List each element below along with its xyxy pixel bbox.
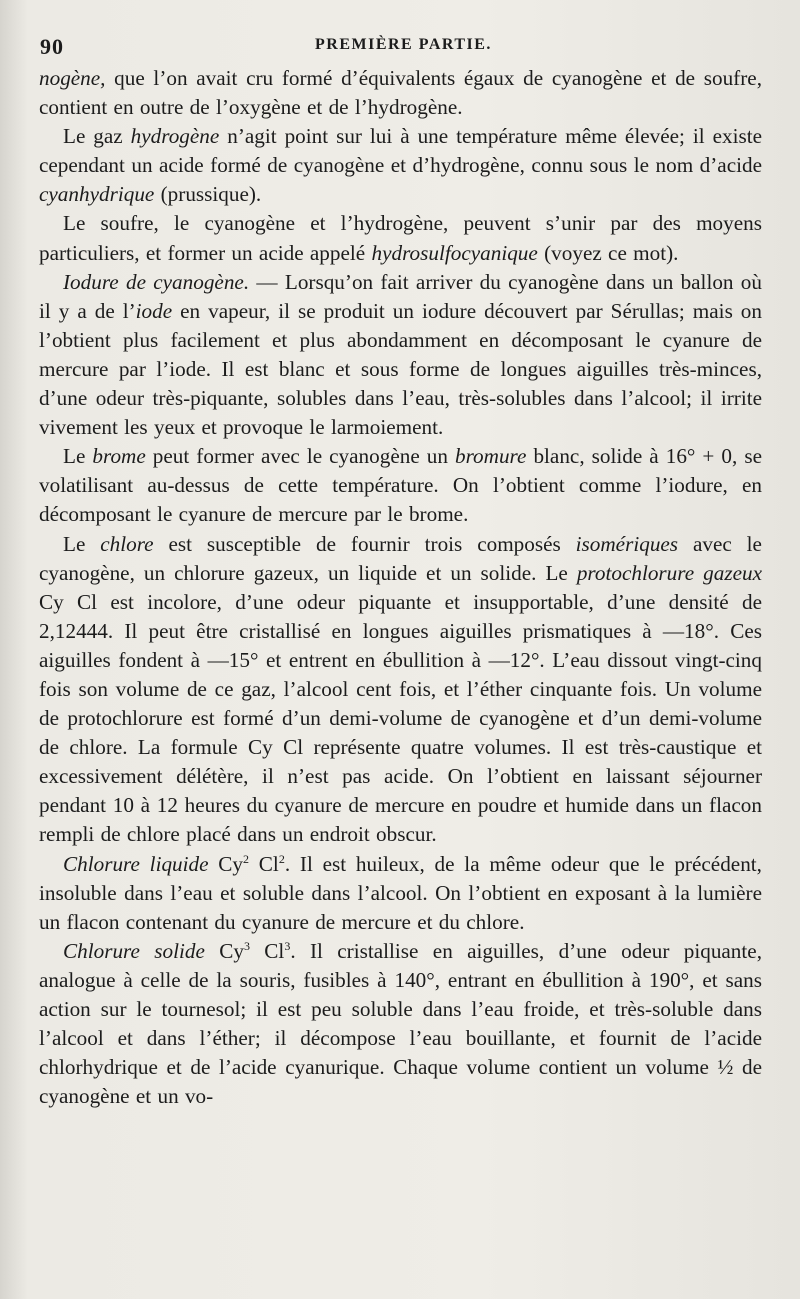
text-run: . Il cristallise en aiguilles, d’une odeur piquante, analogue à celle de la souris, fusibles à 140°, entrant en ébullition à 190°, et sans action sur le tournesol; il est peu soluble dans l’eau froide, et très-soluble dans l’alcool et dans l’éther; il décompose l’eau bouillante, et fournit de l’acide chlorhydrique et de l’acide cyanurique. Chaque volume contient un volume ½ de cyanogène et un vo- [39,938,762,1109]
italic-run: iode [135,298,173,323]
text-run: Cl [249,938,285,963]
text-run: Le [63,531,101,556]
superscript-run: 3 [284,938,291,953]
text-run: que l’on avait cru formé d’équivalents égaux de cyanogène et de soufre, contient en outre de l’oxygène et de l’hydrogène. [39,66,762,120]
text-run: Le gaz [63,124,131,149]
italic-run: nogène, [39,66,106,90]
text-run: (prussique). [154,182,262,207]
text-run: blanc, solide à 16° + 0, se volatilisant au-dessus de cette température. On l’obtient comme l’iodure, en décomposant le cyanure de mercure par le brome. [39,444,762,527]
italic-run: Chlorure liquide [63,851,209,876]
italic-run: protochlorure gazeux [576,560,762,585]
page-number: 90 [40,34,64,59]
text-run: (voyez ce mot). [537,240,679,265]
text-run: Cy [208,851,244,876]
italic-run: bromure [455,444,527,469]
text-run: avec le cyanogène, un chlorure gazeux, un liquide et un solide. Le [39,531,762,585]
paragraph-continuation [39,64,762,122]
text-run: Cy Cl est incolore, d’une odeur piquante et insupportable, d’une densité de 2,12444. Il peut être cristallisé en longues aiguilles prismatiques à —18°. Ces aiguilles fondent à —15° et entrent en ébullition à —12°. L’eau dissout vingt-cinq fois son volume de ce gaz, l’alcool cent fois, et l’éther cinquante fois. Un volume de protochlorure est formé d’un demi-volume de cyanogène et d’un demi-volume de chlore. La formule Cy Cl représente quatre volumes. Il est très-caustique et excessivement délétère, il n’est pas acide. On l’obtient en laissant séjourner pendant 10 à 12 heures du cyanure de mercure en poudre et humide dans un flacon rempli de chlore placé dans un endroit obscur. [39,589,762,847]
text-run: Le soufre, le cyanogène et l’hydrogène, peuvent s’unir par des moyens particuliers, et former un acide appelé [39,211,762,265]
running-title: PREMIÈRE PARTIE. [315,36,492,53]
italic-run: isomériques [575,531,679,556]
text-run: Le [63,444,93,469]
paragraph-iodure [39,268,762,443]
paragraph-chlorure-solide [39,937,762,1112]
superscript-run: 2 [243,851,250,866]
paragraph-hydrogene [39,122,762,209]
text-run: est susceptible de fournir trois composés [153,531,576,556]
italic-run: Chlorure solide [63,938,205,963]
body-text [39,64,762,1111]
italic-run: chlore [100,531,154,556]
italic-run: hydrosulfocyanique [371,240,538,265]
paragraph-brome [39,442,762,529]
italic-run: brome [92,444,146,469]
page-header [39,30,762,64]
paragraph-chlorure-liquide [39,850,762,937]
text-run: Cl [249,851,279,876]
superscript-run: 3 [243,938,250,953]
italic-run: hydrogène [130,124,220,149]
italic-run: Iodure de cyanogène. [63,269,250,294]
italic-run: cyanhydrique [39,182,155,207]
paragraph-chlore [39,530,762,850]
paragraph-soufre [39,209,762,267]
text-run: n’agit point sur lui à une température même élevée; il existe cependant un acide formé de cyanogène et d’hydrogène, connu sous le nom d’acide [39,124,762,178]
superscript-run: 2 [278,851,285,866]
text-run: . Il est huileux, de la même odeur que le précédent, insoluble dans l’eau et soluble dans l’alcool. On l’obtient en exposant à la lumière un flacon contenant du cyanure de mercure et du chlore. [39,851,762,934]
text-run: Cy [204,938,244,963]
text-run: en vapeur, il se produit un iodure découvert par Sérullas; mais on l’obtient plus facilement et plus abondamment en décomposant le cyanure de mercure par l’iode. Il est blanc et sous forme de longues aiguilles très-minces, d’une odeur très-piquante, solubles dans l’eau, très-solubles dans l’alcool; il irrite vivement les yeux et provoque le larmoiement. [39,298,762,440]
text-run: peut former avec le cyanogène un [145,444,455,469]
text-run: — Lorsqu’on fait arriver du cyanogène dans un ballon où il y a de l’ [39,269,762,323]
